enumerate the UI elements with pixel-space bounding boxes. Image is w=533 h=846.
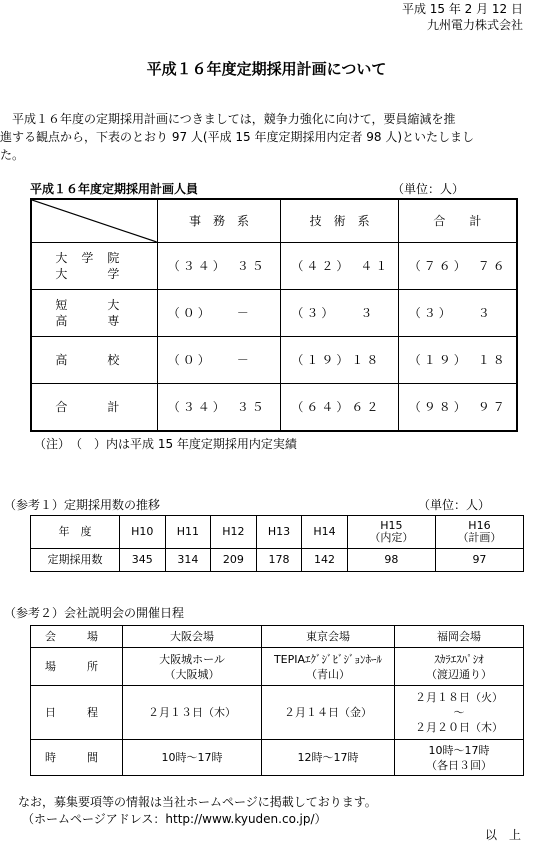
gijutsu-value: （４２） ４１ — [291, 258, 391, 273]
intro-line-2: 進する観点から，下表のとおり 97 人(平成 15 年度定期採用内定者 98 人)といたしまし — [0, 130, 475, 144]
date-row — [31, 686, 524, 740]
date-osaka: ２月１３日（木） — [123, 686, 262, 740]
intro-line-3: た。 — [0, 148, 25, 162]
date-tokyo: ２月１４日（金） — [262, 686, 395, 740]
value-cell: 98 — [347, 549, 435, 572]
header-jimu: 事 務 系 — [157, 199, 281, 243]
homepage-address: （ホームページアドレス：http://www.kyuden.co.jp/） — [22, 812, 327, 826]
jimu-value: （０） － — [167, 305, 252, 320]
time-osaka: 10時～17時 — [123, 740, 262, 776]
venue-tokyo: 東京会場 — [262, 626, 395, 648]
jimu-value: （３４） ３５ — [167, 399, 267, 414]
diagonal-line — [32, 200, 157, 242]
year-row — [31, 516, 524, 549]
document-date: 平成 15 年 2 月 12 日 — [401, 2, 523, 16]
place-tokyo: TEPIAｴｸﾞｼﾞﾋﾞｼﾞｮﾝﾎｰﾙ （青山） — [262, 648, 395, 686]
time-tokyo: 12時～17時 — [262, 740, 395, 776]
header-total: 合 計 — [398, 199, 517, 243]
value-cell: 97 — [435, 549, 523, 572]
row-label: 合 計 — [55, 400, 134, 414]
ref1-unit: （単位：人） — [418, 498, 491, 512]
table-row — [31, 384, 517, 432]
gijutsu-value: （６４）６２ — [291, 399, 382, 414]
row-label: 高 校 — [55, 353, 134, 367]
table-row — [31, 290, 517, 337]
closing-mark: 以 上 — [484, 828, 521, 842]
plan-table-caption: 平成１６年度定期採用計画人員 — [30, 182, 199, 196]
place-row — [31, 648, 524, 686]
venue-osaka: 大阪会場 — [123, 626, 262, 648]
date-label: 日 程 — [31, 686, 123, 740]
value-cell: 178 — [256, 549, 302, 572]
ref2-caption: （参考２）会社説明会の開催日程 — [4, 606, 185, 620]
table-row — [31, 243, 517, 290]
year-cell: H12 — [211, 516, 257, 549]
value-cell: 142 — [302, 549, 348, 572]
row-label: 大学院 大 学 — [55, 251, 134, 281]
gijutsu-value: （３） ３ — [291, 305, 376, 320]
year-label: 年 度 — [31, 516, 120, 549]
plan-table-header-row — [31, 199, 517, 243]
time-label: 時 間 — [31, 740, 123, 776]
total-value: （３） ３ — [408, 305, 493, 320]
time-row — [31, 740, 524, 776]
table-row — [31, 337, 517, 384]
time-fukuoka: 10時～17時 （各日３回） — [395, 740, 524, 776]
header-gijutsu: 技 術 系 — [281, 199, 398, 243]
place-fukuoka: ｽｶﾗｴｽﾊﾟｼｵ （渡辺通り） — [395, 648, 524, 686]
briefing-schedule-table — [30, 625, 524, 776]
value-cell: 209 — [211, 549, 257, 572]
plan-table-note: （注） （ ）内は平成 15 年度定期採用内定実績 — [34, 437, 297, 451]
row-label: 短 大 高 専 — [55, 298, 134, 328]
plan-table-unit: （単位：人） — [392, 182, 465, 196]
year-cell: H10 — [120, 516, 166, 549]
place-osaka: 大阪城ホール （大阪城） — [123, 648, 262, 686]
venue-row — [31, 626, 524, 648]
date-fukuoka: ２月１８日（火） ～ ２月２０日（木） — [395, 686, 524, 740]
intro-line-1: 平成１６年度の定期採用計画につきましては，競争力強化に向けて，要員縮減を推 — [12, 112, 456, 126]
year-cell: H13 — [256, 516, 302, 549]
footer-notice: なお，募集要項等の情報は当社ホームページに掲載しております。 — [18, 795, 377, 809]
year-cell: H16 （計画） — [435, 516, 523, 549]
year-cell: H15 （内定） — [347, 516, 435, 549]
ref1-caption: （参考１）定期採用数の推移 — [4, 498, 161, 512]
hiring-trend-table — [30, 515, 524, 572]
total-value: （１９） １８ — [408, 352, 508, 367]
jimu-value: （３４） ３５ — [167, 258, 267, 273]
venue-label: 会 場 — [31, 626, 123, 648]
value-row — [31, 549, 524, 572]
venue-fukuoka: 福岡会場 — [395, 626, 524, 648]
jimu-value: （０） － — [167, 352, 252, 367]
gijutsu-value: （１９）１８ — [291, 352, 382, 367]
company-name: 九州電力株式会社 — [426, 18, 523, 32]
value-cell: 314 — [165, 549, 211, 572]
place-label: 場 所 — [31, 648, 123, 686]
total-value: （９８） ９７ — [408, 399, 508, 414]
plan-table — [30, 198, 518, 432]
year-cell: H11 — [165, 516, 211, 549]
value-label: 定期採用数 — [31, 549, 120, 572]
diagonal-header-cell — [31, 199, 157, 243]
page-title: 平成１６年度定期採用計画について — [146, 60, 387, 78]
year-cell: H14 — [302, 516, 348, 549]
total-value: （７６） ７６ — [408, 258, 508, 273]
value-cell: 345 — [120, 549, 166, 572]
